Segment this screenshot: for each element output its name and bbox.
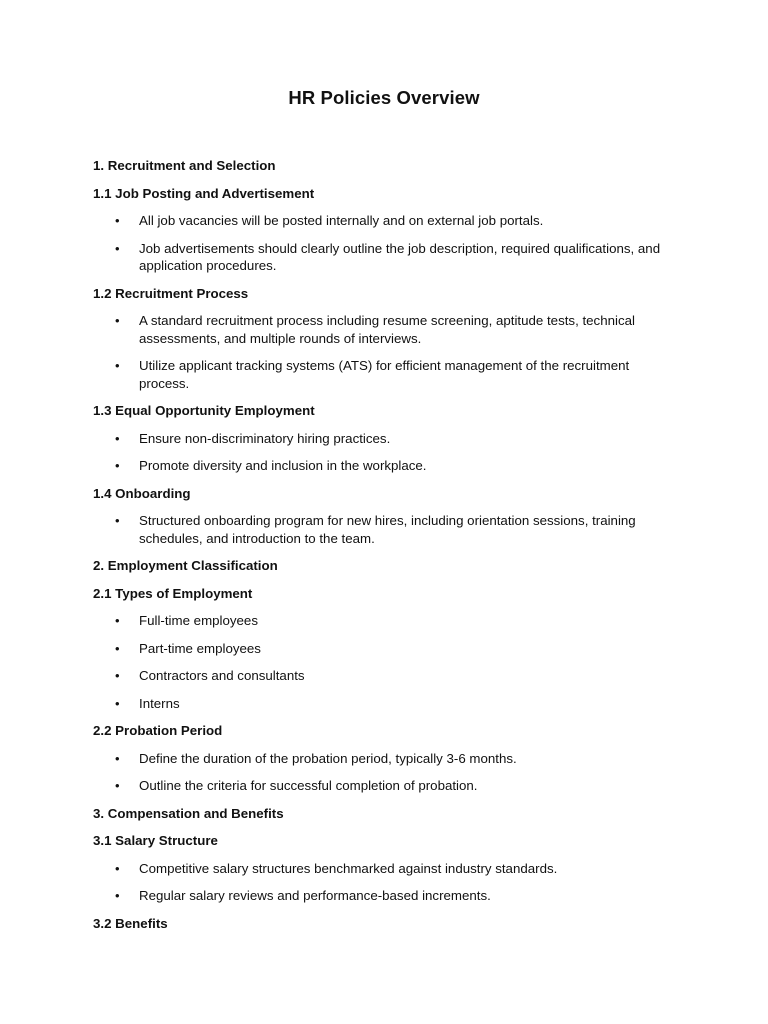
bullet-icon: • bbox=[115, 860, 120, 876]
bullet-list bbox=[93, 212, 673, 275]
list-item bbox=[93, 640, 673, 658]
list-item bbox=[93, 777, 673, 795]
subsection-heading: 2.2 Probation Period bbox=[93, 723, 223, 738]
bullet-icon: • bbox=[115, 458, 120, 473]
list-item bbox=[93, 457, 673, 475]
list-item-text: Regular salary reviews and performance-based increments. bbox=[139, 888, 491, 903]
bullet-list bbox=[93, 860, 673, 905]
list-item-text: A standard recruitment process including resume screening, aptitude tests, technical assessments, and multiple rounds of interviews. bbox=[139, 313, 635, 346]
bullet-icon: • bbox=[115, 750, 120, 766]
subsection-heading: 1.4 Onboarding bbox=[93, 485, 191, 501]
list-item bbox=[93, 430, 673, 448]
subsection-heading: 1.1 Job Posting and Advertisement bbox=[93, 185, 315, 201]
subsection-heading: 3.2 Benefits bbox=[93, 915, 168, 931]
list-item bbox=[93, 240, 673, 275]
list-item bbox=[93, 750, 673, 768]
bullet-icon: • bbox=[115, 430, 120, 446]
section-heading: 3. Compensation and Benefits bbox=[93, 805, 284, 821]
subsection-heading: 3.1 Salary Structure bbox=[93, 833, 218, 848]
list-item-text: All job vacancies will be posted internally and on external job portals. bbox=[139, 213, 544, 228]
list-item bbox=[93, 860, 673, 878]
bullet-icon: • bbox=[115, 613, 120, 628]
list-item-text: Promote diversity and inclusion in the workplace. bbox=[139, 458, 427, 473]
bullet-icon: • bbox=[115, 888, 120, 903]
section-heading: 1. Recruitment and Selection bbox=[93, 158, 276, 173]
bullet-icon: • bbox=[115, 513, 120, 528]
subsection-heading: 1.2 Recruitment Process bbox=[93, 285, 249, 301]
bullet-list bbox=[93, 512, 673, 547]
list-item-text: Contractors and consultants bbox=[139, 668, 305, 683]
bullet-icon: • bbox=[115, 778, 120, 793]
bullet-list bbox=[93, 612, 673, 712]
list-item-text: Utilize applicant tracking systems (ATS) for efficient management of the recruitment process. bbox=[139, 358, 630, 391]
list-item-text: Interns bbox=[139, 695, 180, 711]
bullet-icon: • bbox=[115, 358, 120, 373]
list-item bbox=[93, 667, 673, 685]
list-item bbox=[93, 212, 673, 230]
bullet-list bbox=[93, 312, 673, 392]
list-item bbox=[93, 612, 673, 630]
bullet-icon: • bbox=[115, 240, 120, 256]
list-item bbox=[93, 512, 673, 547]
document-body bbox=[93, 157, 673, 942]
list-item bbox=[93, 312, 673, 347]
list-item-text: Job advertisements should clearly outline the job description, required qualifications, and application procedures. bbox=[139, 240, 661, 273]
section-heading: 2. Employment Classification bbox=[93, 558, 278, 573]
list-item-text: Outline the criteria for successful completion of probation. bbox=[139, 778, 478, 793]
bullet-icon: • bbox=[115, 695, 120, 711]
bullet-icon: • bbox=[115, 640, 120, 656]
bullet-icon: • bbox=[115, 213, 120, 228]
subsection-heading: 1.3 Equal Opportunity Employment bbox=[93, 403, 315, 418]
bullet-list bbox=[93, 430, 673, 475]
bullet-icon: • bbox=[115, 668, 120, 683]
list-item bbox=[93, 887, 673, 905]
list-item bbox=[93, 695, 673, 713]
list-item-text: Ensure non-discriminatory hiring practices. bbox=[139, 430, 391, 446]
list-item-text: Part-time employees bbox=[139, 640, 261, 656]
list-item bbox=[93, 357, 673, 392]
list-item-text: Define the duration of the probation period, typically 3-6 months. bbox=[139, 750, 517, 766]
list-item-text: Structured onboarding program for new hires, including orientation sessions, training schedules, and introduction to the team. bbox=[139, 513, 636, 546]
bullet-list bbox=[93, 750, 673, 795]
list-item-text: Competitive salary structures benchmarked against industry standards. bbox=[139, 860, 558, 876]
bullet-icon: • bbox=[115, 313, 120, 328]
subsection-heading: 2.1 Types of Employment bbox=[93, 585, 253, 601]
list-item-text: Full-time employees bbox=[139, 613, 258, 628]
document-title: HR Policies Overview bbox=[288, 87, 480, 108]
